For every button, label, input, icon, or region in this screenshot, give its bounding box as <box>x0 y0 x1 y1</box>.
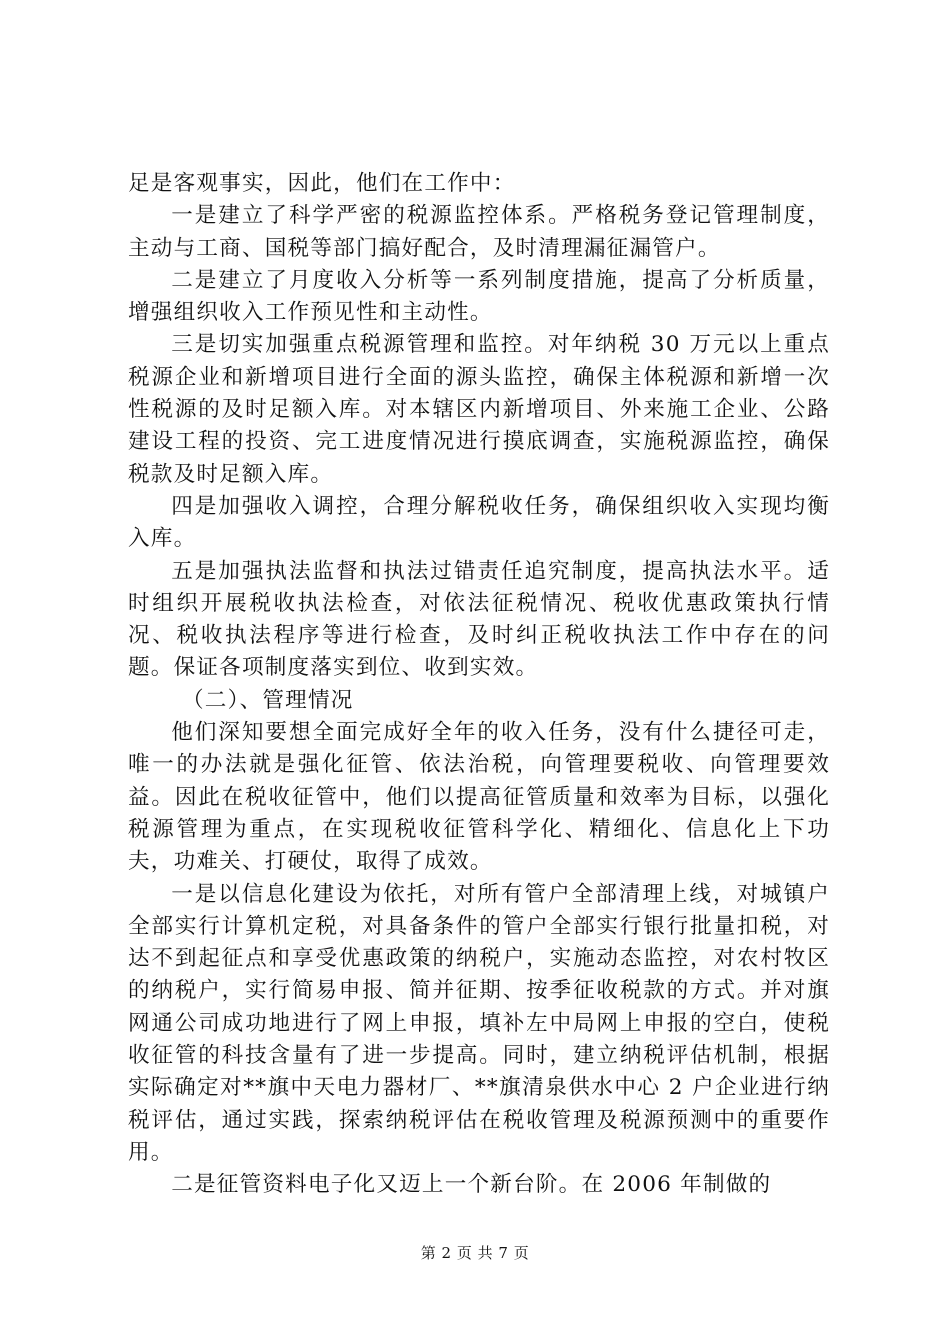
paragraph-item-1: 一是建立了科学严密的税源监控体系。严格税务登记管理制度，主动与工商、国税等部门搞好配合，及时清理漏征漏管户。 <box>128 203 830 261</box>
paragraph-item-3: 三是切实加强重点税源管理和监控。对年纳税 30 万元以上重点税源企业和新增项目进行全面的源头监控，确保主体税源和新增一次性税源的及时足额入库。对本辖区内新增项目、外来施工企业、公路建设工程的投资、完工进度情况进行摸底调查，实施税源监控，确保税款及时足额入库。 <box>128 332 830 487</box>
paragraph-item-4: 四是加强收入调控，合理分解税收任务，确保组织收入实现均衡入库。 <box>128 493 830 552</box>
paragraph-item-7: 二是征管资料电子化又迈上一个新台阶。在 2006 年制做的 <box>171 1172 772 1198</box>
page-number-footer: 第 2 页 共 7 页 <box>420 1244 530 1262</box>
paragraph-item-2: 二是建立了月度收入分析等一系列制度措施，提高了分析质量，增强组织收入工作预见性和主动性。 <box>128 267 830 326</box>
paragraph-continuation: 足是客观事实，因此，他们在工作中： <box>128 171 516 196</box>
paragraph-item-5: 五是加强执法监督和执法过错责任追究制度，提高执法水平。适时组织开展税收执法检查，对依法征税情况、税收优惠政策执行情况、税收执法程序等进行检查，及时纠正税收执法工作中存在的问题。保证各项制度落实到位、收到实效。 <box>128 558 830 681</box>
document-body <box>128 168 830 1202</box>
section-heading: （二）、管理情况 <box>182 687 354 713</box>
paragraph-intro: 他们深知要想全面完成好全年的收入任务，没有什么捷径可走，唯一的办法就是强化征管、依法治税，向管理要税收、向管理要效益。因此在税收征管中，他们以提高征管质量和效率为目标，以强化税源管理为重点，在实现税收征管科学化、精细化、信息化上下功夫，功难关、打硬仗，取得了成效。 <box>128 720 830 875</box>
paragraph-item-6: 一是以信息化建设为依托，对所有管户全部清理上线，对城镇户全部实行计算机定税，对具备条件的管户全部实行银行批量扣税，对达不到起征点和享受优惠政策的纳税户，实施动态监控，对农村牧区的纳税户，实行简易申报、简并征期、按季征收税款的方式。并对旗网通公司成功地进行了网上申报，填补左中局网上申报的空白，使税收征管的科技含量有了进一步提高。同时，建立纳税评估机制，根据实际确定对**旗中天电力器材厂、**旗清泉供水中心 2 户企业进行纳税评估，通过实践，探索纳税评估在税收管理及税源预测中的重要作用。 <box>128 881 830 1165</box>
